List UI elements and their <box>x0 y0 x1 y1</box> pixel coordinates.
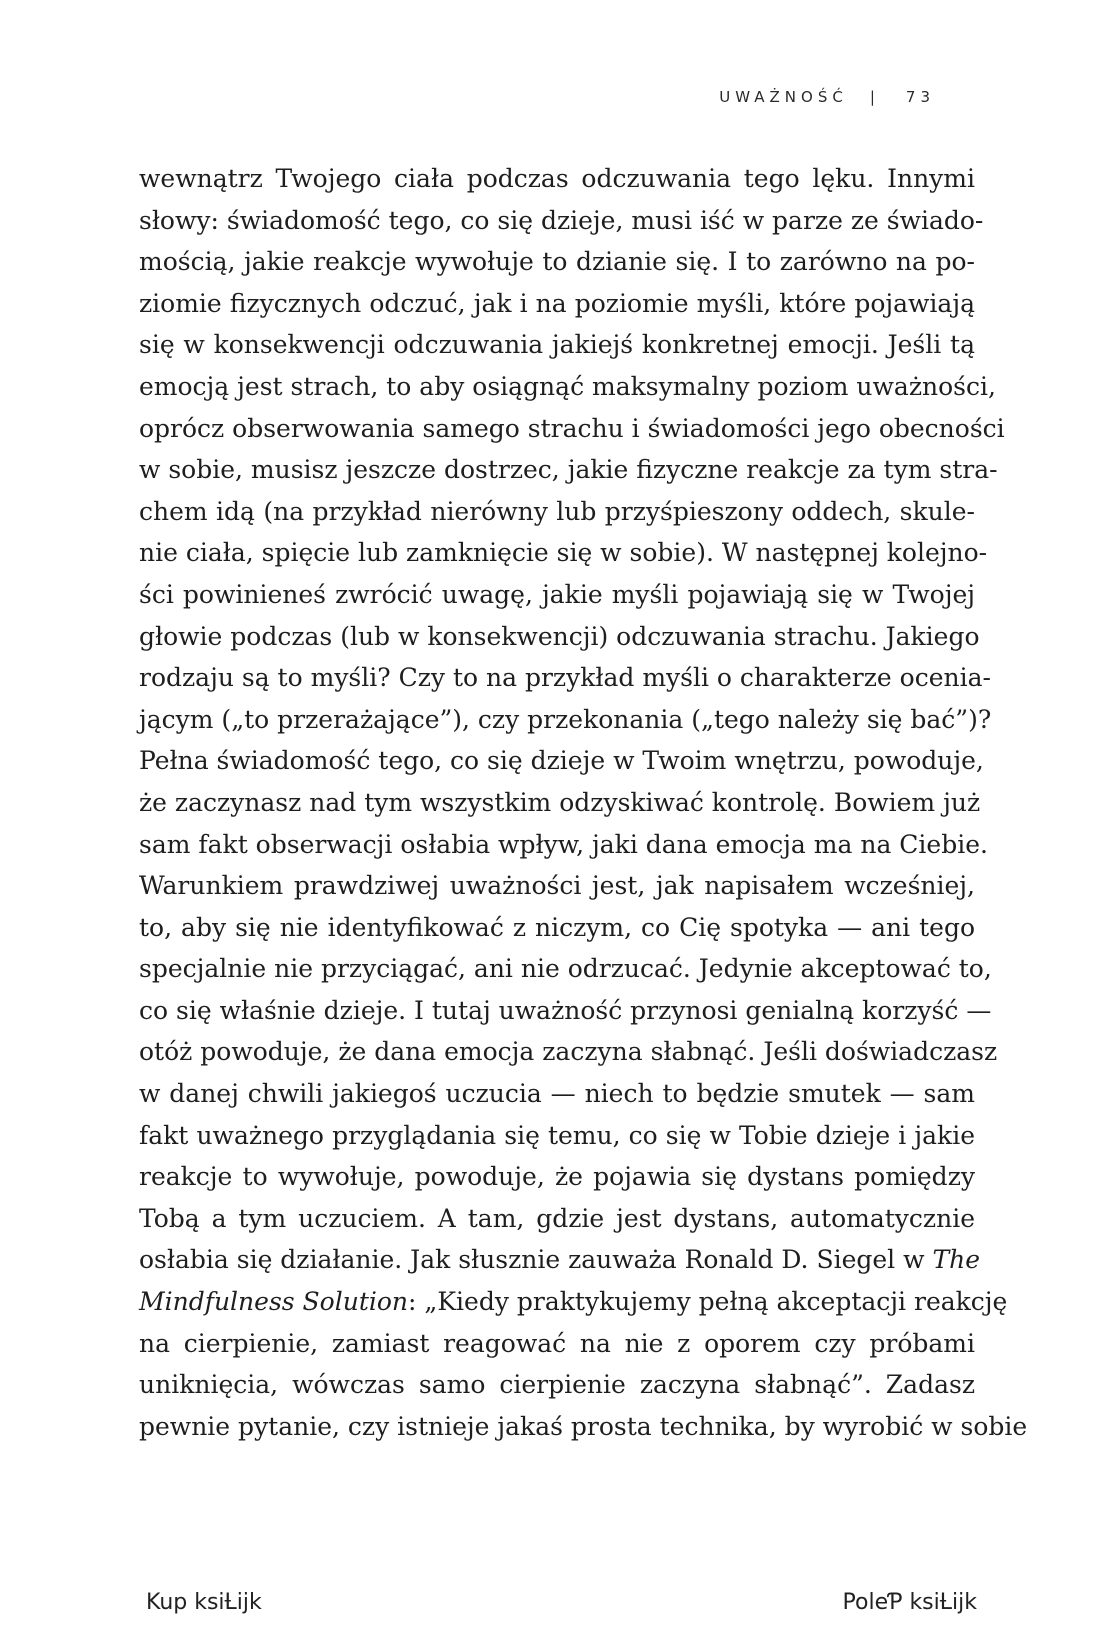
text-line: Warunkiem prawdziwej uważności jest, jak napisałem wcześniej, <box>139 871 975 901</box>
text-line: na cierpienie, zamiast reagować na nie z oporem czy próbami <box>139 1328 975 1358</box>
text-line: głowie podczas (lub w konsekwencji) odczuwania strachu. Jakiego <box>139 621 980 651</box>
text-line: to, aby się nie identyfikować z niczym, co Cię spotyka — ani tego <box>139 912 975 942</box>
text-line: w danej chwili jakiegoś uczucia — niech to będzie smutek — sam <box>139 1079 975 1109</box>
recommend-book-label: PoleƤ ksi <box>842 1590 940 1615</box>
text-line: chem idą (na przykład nierówny lub przyśpieszony oddech, skule- <box>139 496 975 526</box>
running-header <box>719 88 935 106</box>
text-line: jącym („to przerażające”), czy przekonania („tego należy się bać”)? <box>139 704 992 734</box>
header-separator: | <box>869 88 880 106</box>
book-title-part: Mindfulness Solution <box>139 1287 409 1317</box>
text-line: pewnie pytanie, czy istnieje jakaś prosta technika, by wyrobić w sobie <box>139 1411 1028 1441</box>
text-line: ści powinieneś zwrócić uwagę, jakie myśli pojawiają się w Twojej <box>139 579 975 609</box>
text-line: że zaczynasz nad tym wszystkim odzyskiwać kontrolę. Bowiem już <box>139 787 981 817</box>
text-line: emocją jest strach, to aby osiągnąć maksymalny poziom uważności, <box>139 371 996 401</box>
text-line <box>139 1239 981 1281</box>
text-line: otóż powoduje, że dana emocja zaczyna słabnąć. Jeśli doświadczasz <box>139 1037 998 1067</box>
text-line: uniknięcia, wówczas samo cierpienie zaczyna słabnąć”. Zadasz <box>139 1370 975 1400</box>
text-line: Pełna świadomość tego, co się dzieje w Twoim wnętrzu, powoduje, <box>139 746 984 776</box>
text-line: mością, jakie reakcje wywołuje to dzianie się. I to zarówno na po- <box>139 247 975 277</box>
text-line: rodzaju są to myśli? Czy to na przykład myśli o charakterze ocenia- <box>139 663 991 693</box>
text-line: specjalnie nie przyciągać, ani nie odrzucać. Jedynie akceptować to, <box>139 954 992 984</box>
text-line: słowy: świadomość tego, co się dzieje, musi iść w parze ze świado- <box>139 205 984 235</box>
page-number: 73 <box>905 88 935 106</box>
buy-book-label: Kup ksi <box>146 1590 225 1615</box>
text-line: wewnątrz Twojego ciała podczas odczuwania tego lęku. Innymi <box>139 164 975 193</box>
text-line: nie ciała, spięcie lub zamknięcie się w sobie). W następnej kolejno- <box>139 538 988 568</box>
text-line: fakt uważnego przyglądania się temu, co się w Tobie dzieje i jakie <box>139 1120 975 1150</box>
text-line: oprócz obserwowania samego strachu i świadomości jego obecności <box>139 413 1005 443</box>
text-line: w sobie, musisz jeszcze dostrzec, jakie fizyczne reakcje za tym stra- <box>139 455 998 485</box>
buy-book-link[interactable] <box>146 1590 262 1615</box>
text-line: reakcje to wywołuje, powoduje, że pojawia się dystans pomiędzy <box>139 1162 975 1192</box>
section-title: UWAŻNOŚĆ <box>719 88 848 106</box>
text-line <box>139 1281 1008 1323</box>
book-title-part: The <box>932 1245 981 1275</box>
recommend-book-link[interactable] <box>843 1590 977 1615</box>
text-fragment: : „Kiedy praktykujemy pełną akceptacji reakcję <box>408 1287 1008 1317</box>
text-line: się w konsekwencji odczuwania jakiejś konkretnej emocji. Jeśli tą <box>139 330 975 360</box>
text-line: co się właśnie dzieje. I tutaj uważność przynosi genialną korzyść — <box>139 995 992 1025</box>
buy-book-glyphs: Ƚĳk <box>224 1590 262 1615</box>
body-text <box>139 158 1028 1447</box>
text-line: sam fakt obserwacji osłabia wpływ, jaki dana emocja ma na Ciebie. <box>139 829 988 859</box>
recommend-book-glyphs: Ƚĳk <box>939 1590 977 1615</box>
text-line: Tobą a tym uczuciem. A tam, gdzie jest dystans, automatycznie <box>139 1203 975 1233</box>
text-fragment: osłabia się działanie. Jak słusznie zauważa Ronald D. Siegel w <box>139 1245 925 1275</box>
text-line: ziomie fizycznych odczuć, jak i na poziomie myśli, które pojawiają <box>139 288 975 318</box>
